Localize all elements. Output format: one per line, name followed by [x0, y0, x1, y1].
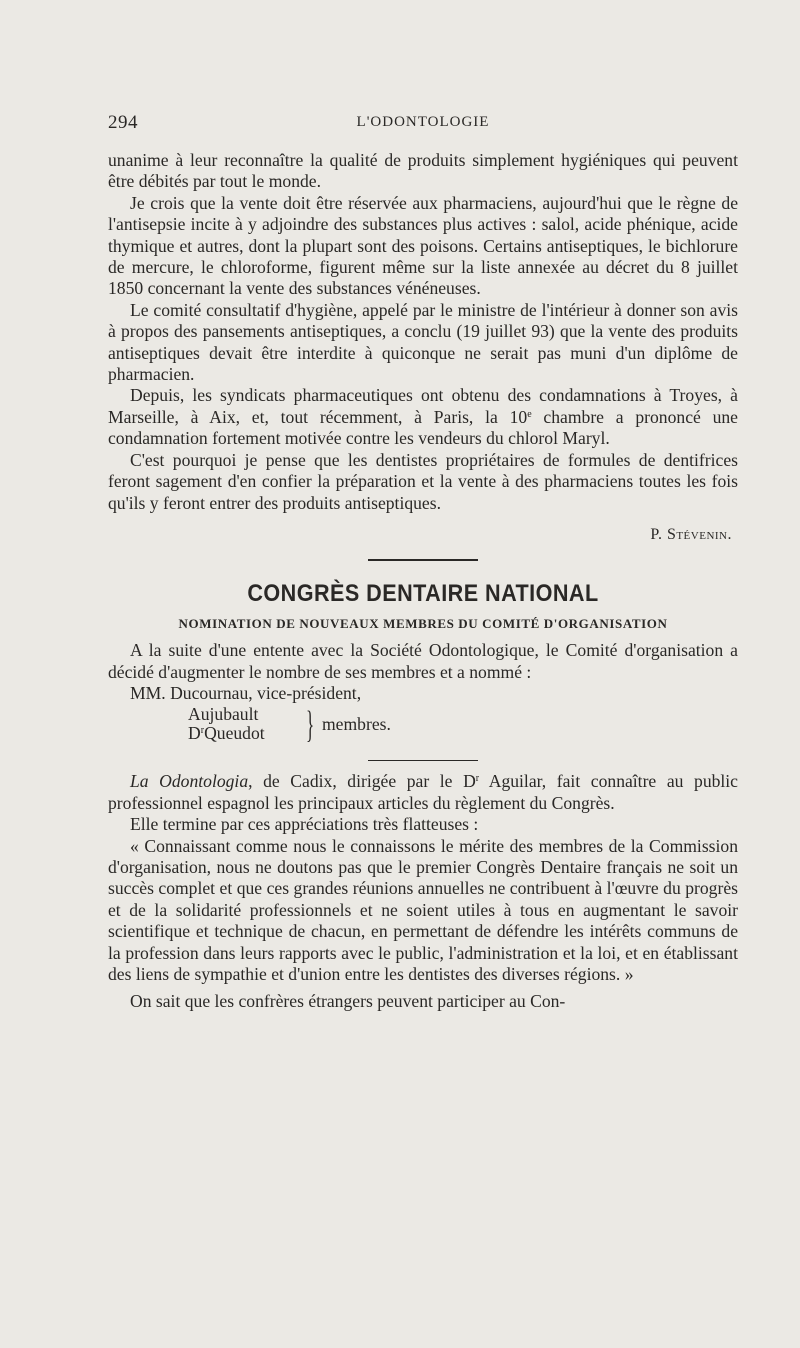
signature: [108, 524, 738, 545]
member-surname: Queudot: [204, 723, 265, 744]
spacer: [108, 761, 738, 771]
journal-name: La Odontologia: [130, 771, 249, 792]
paragraph: [108, 771, 738, 814]
running-title: L'ODONTOLOGIE: [356, 114, 490, 130]
paragraph-text-cont: chambre a prononcé une condamnation fortement motivée contre les vendeurs du chlorol Maryl.: [108, 406, 738, 449]
paragraph: Le comité consultatif d'hygiène, appelé par le ministre de l'intérieur à donner son avis à propos des pansements antiseptiques, a conclu (19 juillet 93) que la vente des produits antiseptiques devait être interdite à quiconque ne serait pas muni d'un diplôme de pharmacien.: [108, 299, 738, 385]
signature-initial: P.: [650, 525, 663, 543]
paragraph: Je crois que la vente doit être réservée aux pharmaciens, aujourd'hui que le règne de l'antisepsie incite à y adjoindre des substances plus actives : salol, acide phénique, acide thymique et autres, dont la plupart sont des poisons. Certains antiseptiques, le bichlorure de mercure, le chloroforme, figurent même sur la liste annexée au décret du 8 juillet 1850 concernant la vente des substances vénéneuses.: [108, 192, 738, 299]
paragraph: C'est pourquoi je pense que les dentistes propriétaires de formules de dentifrices feront sagement d'en confier la préparation et la vente à des pharmaciens toutes les fois qu'ils y feront entrer des produits antiseptiques.: [108, 449, 738, 513]
brace-glyph: }: [306, 704, 315, 747]
paragraph-text-cont: Aguilar, fait connaître au public professionnel espagnol les principaux articles du règlement du Congrès.: [108, 771, 738, 813]
members-list: [188, 704, 738, 750]
paragraph: On sait que les confrères étrangers peuvent participer au Con-: [130, 991, 566, 1012]
paragraph-text: Depuis, les syndicats pharmaceutiques ont obtenu des condamnations à Troyes, à Marseille, à Aix, et, tout récemment, à Paris, la: [108, 385, 738, 427]
divider-rule: [368, 559, 478, 561]
member-title-sup: r: [200, 725, 205, 737]
body-text: [108, 150, 738, 1013]
paragraph: [108, 385, 738, 449]
title-sup: r: [475, 773, 480, 785]
section-subtitle: NOMINATION DE NOUVEAUX MEMBRES DU COMITÉ D'ORGANISATION: [178, 615, 668, 631]
chamber-sup: e: [527, 408, 532, 420]
page-header: [108, 112, 738, 136]
quote-paragraph: « Connaissant comme nous le connaissons le mérite des membres de la Commission d'organisation, nous ne doutons pas que le premier Congrès Dentaire français ne soit un succès complet et que ces grandes réunions annuelles ne contribuent à l'œuvre du progrès et de la solidarité professionnels et ne soient utiles à tous en augmentant le savoir scientifique et technique de chacun, en permettant de défendre les intérêts communs de la profession dans leurs rapports avec le public, l'administration et la loi, et en établissant des liens de sympathie et d'union entre les dentistes des diverses régions. »: [108, 835, 738, 984]
section-title: CONGRÈS DENTAIRE NATIONAL: [247, 580, 599, 608]
member-title: D: [188, 723, 201, 744]
page-number: 294: [108, 112, 138, 133]
member-name: [188, 723, 265, 744]
paragraph-text: , de Cadix, dirigée par le D: [248, 771, 476, 792]
member-name: Aujubault: [188, 704, 259, 725]
signature-name: Stévenin.: [666, 525, 732, 543]
vice-president-line: MM. Ducournau, vice-président,: [130, 682, 362, 703]
paragraph: Elle termine par ces appréciations très flatteuses :: [130, 814, 479, 835]
paragraph: A la suite d'une entente avec la Société Odontologique, le Comité d'organisation a décidé d'augmenter le nombre de ses membres et a nommé :: [108, 640, 738, 682]
paragraph: unanime à leur reconnaître la qualité de produits simplement hygiéniques qui peuvent être débités par tout le monde.: [108, 150, 738, 192]
chamber-number: 10: [509, 406, 528, 427]
members-role: membres.: [322, 714, 391, 735]
